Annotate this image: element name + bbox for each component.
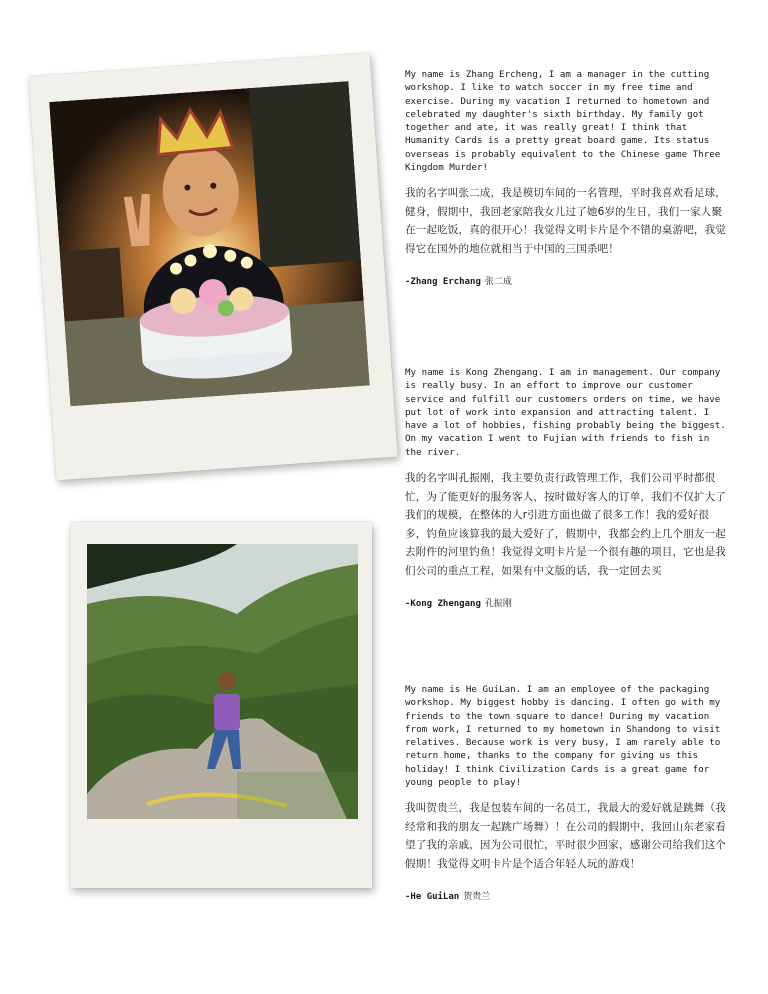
signature-cn: 张二成 <box>484 277 512 288</box>
story-english: My name is He GuiLan. I am an employee of the packaging workshop. My biggest hobby is dancing. I often go with my friends to the town square to dance! During my vacation from work, I returned to my hometown in Shandong to visit relatives. Because work is very busy, I am rarely able to return home, thanks to the company for giving us this holiday! I think Civilization Cards is a great game for young people to play! <box>405 684 721 789</box>
mountain-photo <box>87 544 358 819</box>
story-english: My name is Kong Zhengang. I am in management. Our company is really busy. In an effort to improve our customer service and fulfill our customers orders on time, we have put lot of work into expansion and attracting talent. I have a lot of hobbies, fishing probably being the biggest. On my vacation I went to Fujian with friends to fish in the river. <box>405 367 726 458</box>
signature-en: -Kong Zhengang <box>405 599 481 610</box>
story-english: My name is Zhang Ercheng, I am a manager in the cutting workshop. I like to watch soccer in my free time and exercise. During my vacation I returned to hometown and celebrated my daughter's sixth birthday. My family got together and ate, it was really great! I think that Humanity Cards is a pretty great board game. Its status overseas is probably equivalent to the Chinese game Three Kingdom Murder! <box>405 69 721 174</box>
signature <box>405 274 727 287</box>
birthday-photo <box>49 81 370 406</box>
signature <box>405 596 727 609</box>
polaroid-birthday <box>28 53 397 481</box>
story-chinese: 我的名字叫张二成，我是模切车间的一名管理，平时我喜欢看足球，健身，假期中，我回老家陪我女儿过了她6岁的生日，我们一家人聚在一起吃饭，真的很开心！我觉得文明卡片是个不错的桌游吧，我觉得它在国外的地位就相当于中国的三国杀吧！ <box>405 187 726 255</box>
signature-cn: 贺贵兰 <box>463 892 491 903</box>
signature-en: -Zhang Erchang <box>405 277 481 288</box>
story-kong <box>405 366 727 609</box>
story-he <box>405 683 727 902</box>
signature <box>405 889 727 902</box>
signature-en: -He GuiLan <box>405 892 460 903</box>
story-chinese: 我的名字叫孔振刚，我主要负责行政管理工作，我们公司平时都很忙，为了能更好的服务客人，按时做好客人的订单，我们不仅扩大了我们的规模，在整体的人r引进方面也做了很多工作！我的爱好很多，钓鱼应该算我的最大爱好了，假期中，我都会约上几个朋友一起去附件的河里钓鱼！我觉得文明卡片是一个很有趣的项目，它也是我们公司的重点工程，如果有中文版的话，我一定回去买 <box>405 472 726 577</box>
signature-cn: 孔振刚 <box>484 599 512 610</box>
story-zhang <box>405 68 727 287</box>
polaroid-mountain <box>70 522 372 888</box>
story-chinese: 我叫贺贵兰，我是包装车间的一名员工，我最大的爱好就是跳舞（我经常和我的朋友一起跳广场舞）！在公司的假期中，我回山东老家看望了我的亲戚，因为公司很忙，平时很少回家，感谢公司给我们这个假期！我觉得文明卡片是个适合年轻人玩的游戏！ <box>405 802 726 870</box>
